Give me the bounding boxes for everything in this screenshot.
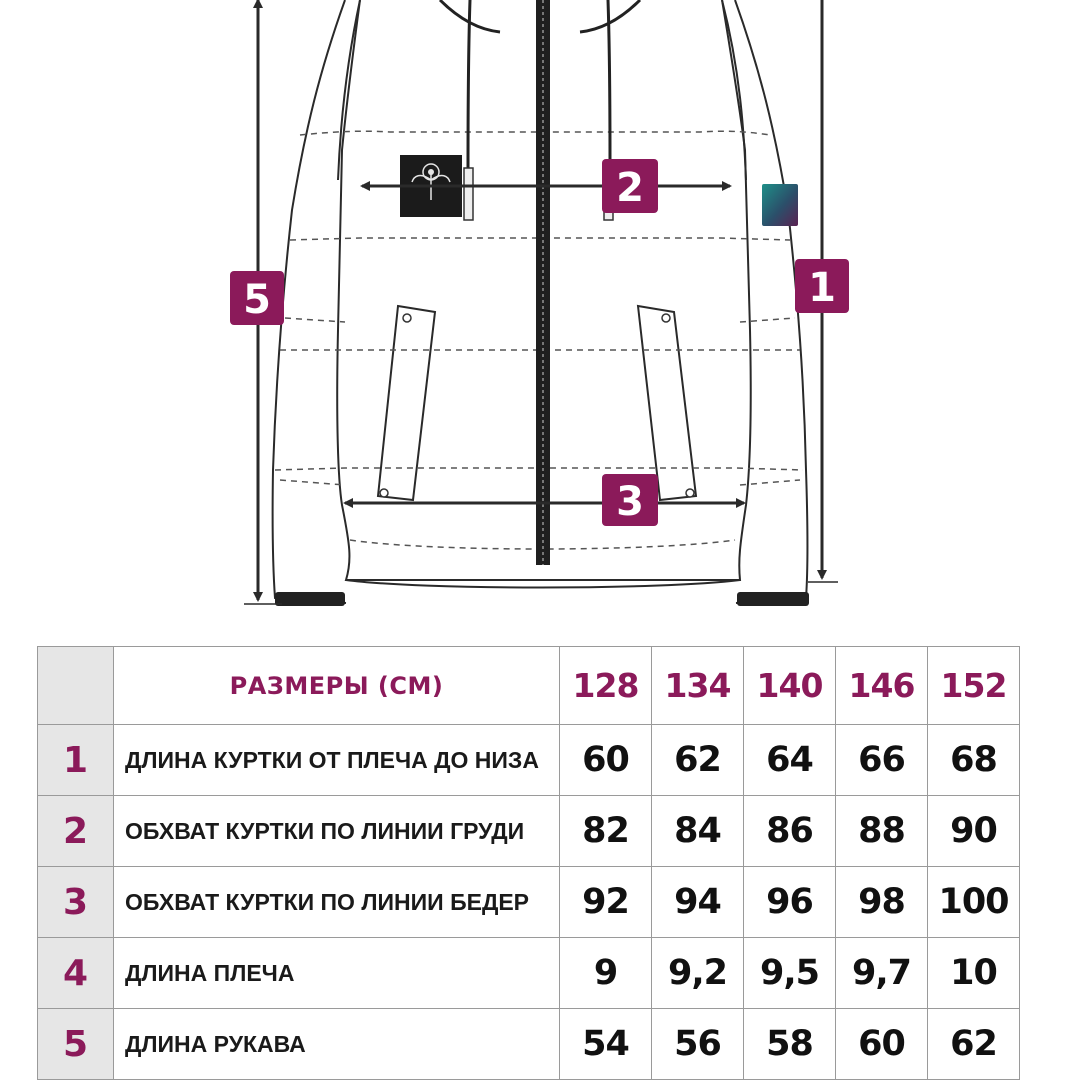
table-cell: 100 — [928, 867, 1020, 938]
row-number: 2 — [38, 796, 114, 867]
marker-badge-5 — [230, 271, 284, 325]
table-cell: 54 — [560, 1009, 652, 1080]
marker-badge-3 — [602, 474, 658, 526]
sizes-header-label: РАЗМЕРЫ (СМ) — [114, 647, 560, 725]
marker-badge-1 — [795, 259, 849, 313]
size-column-header: 128 — [560, 647, 652, 725]
table-cell: 92 — [560, 867, 652, 938]
table-cell: 88 — [836, 796, 928, 867]
table-cell: 58 — [744, 1009, 836, 1080]
row-label: ДЛИНА КУРТКИ ОТ ПЛЕЧА ДО НИЗА — [114, 725, 560, 796]
table-cell: 9,2 — [652, 938, 744, 1009]
zipper-icon — [536, 0, 550, 565]
row-number: 5 — [38, 1009, 114, 1080]
svg-text:5: 5 — [243, 277, 271, 323]
table-cell: 90 — [928, 796, 1020, 867]
table-row — [38, 725, 1020, 796]
table-header-row — [38, 647, 1020, 725]
table-cell: 9 — [560, 938, 652, 1009]
row-label: ДЛИНА РУКАВА — [114, 1009, 560, 1080]
size-column-header: 152 — [928, 647, 1020, 725]
marker-badge-2 — [602, 159, 658, 213]
table-cell: 94 — [652, 867, 744, 938]
row-label: ДЛИНА ПЛЕЧА — [114, 938, 560, 1009]
size-column-header: 146 — [836, 647, 928, 725]
table-row — [38, 1009, 1020, 1080]
size-chart-table — [37, 646, 1020, 1080]
table-row — [38, 867, 1020, 938]
cuffs — [275, 592, 809, 606]
table-cell: 68 — [928, 725, 1020, 796]
row-number: 1 — [38, 725, 114, 796]
svg-text:3: 3 — [616, 479, 644, 525]
table-cell: 9,7 — [836, 938, 928, 1009]
table-cell: 60 — [836, 1009, 928, 1080]
table-cell: 62 — [928, 1009, 1020, 1080]
size-column-header: 134 — [652, 647, 744, 725]
table-cell: 96 — [744, 867, 836, 938]
drawstring-tip-left — [464, 168, 473, 220]
table-corner-cell — [38, 647, 114, 725]
table-row — [38, 796, 1020, 867]
table-cell: 98 — [836, 867, 928, 938]
table-cell: 60 — [560, 725, 652, 796]
row-label: ОБХВАТ КУРТКИ ПО ЛИНИИ ГРУДИ — [114, 796, 560, 867]
svg-text:2: 2 — [616, 165, 644, 211]
table-cell: 56 — [652, 1009, 744, 1080]
table-cell: 86 — [744, 796, 836, 867]
table-cell: 10 — [928, 938, 1020, 1009]
size-column-header: 140 — [744, 647, 836, 725]
table-cell: 9,5 — [744, 938, 836, 1009]
row-number: 3 — [38, 867, 114, 938]
table-cell: 64 — [744, 725, 836, 796]
table-cell: 84 — [652, 796, 744, 867]
table-cell: 66 — [836, 725, 928, 796]
row-label: ОБХВАТ КУРТКИ ПО ЛИНИИ БЕДЕР — [114, 867, 560, 938]
table-cell: 62 — [652, 725, 744, 796]
row-number: 4 — [38, 938, 114, 1009]
table-row — [38, 938, 1020, 1009]
table-cell: 82 — [560, 796, 652, 867]
sleeve-logo-icon — [762, 184, 798, 226]
svg-text:1: 1 — [808, 265, 836, 311]
